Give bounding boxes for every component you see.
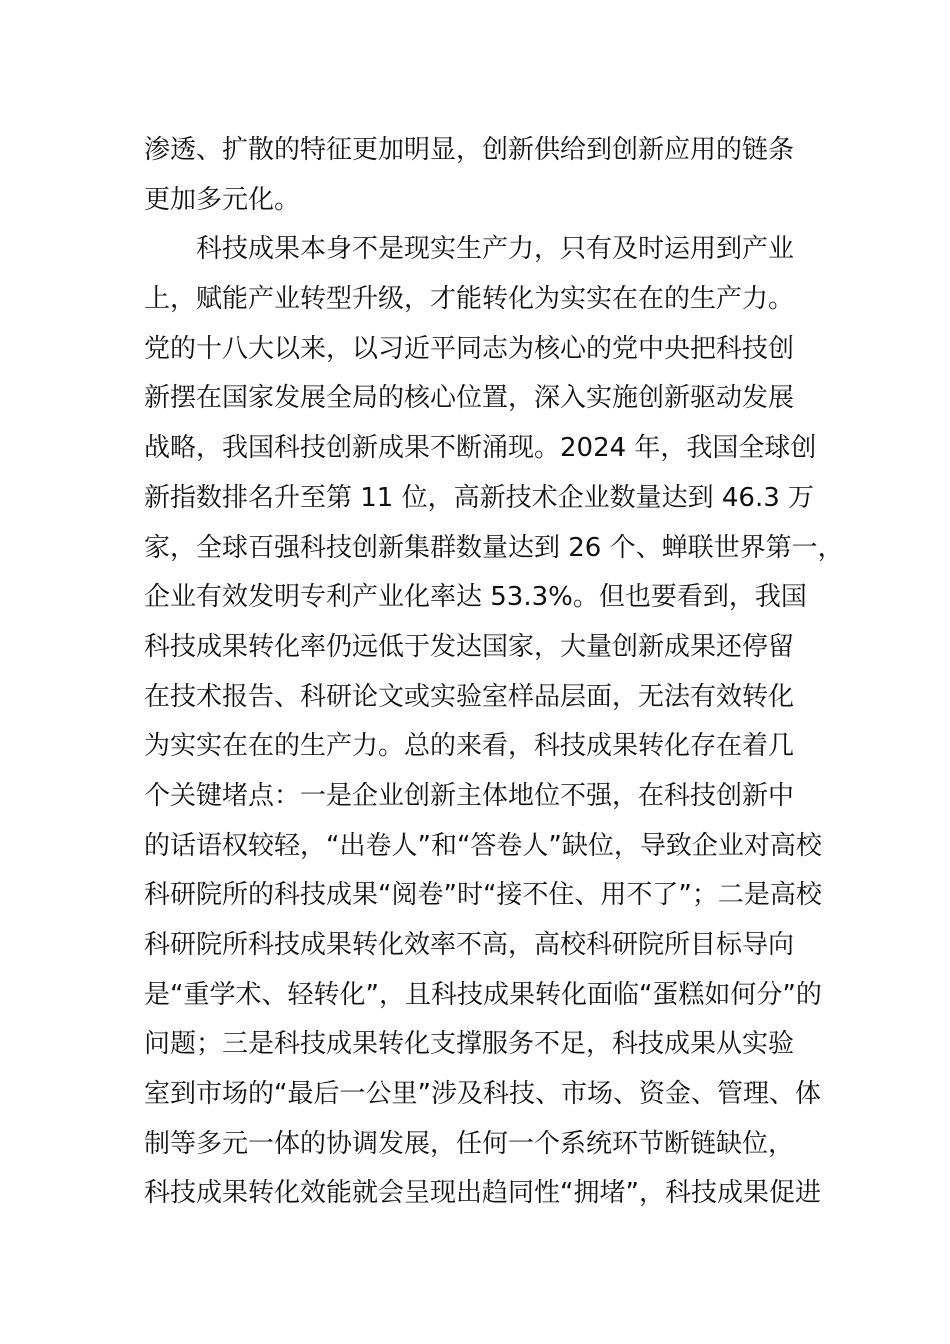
text-line-15: 的话语权较轻，“出卷人”和“答卷人”缺位，导致企业对高校 bbox=[144, 830, 822, 861]
text-line-16: 科研院所的科技成果“阅卷”时“接不住、用不了”；二是高校 bbox=[144, 880, 822, 911]
text-line-4: 上，赋能产业转型升级，才能转化为实实在在的生产力。 bbox=[144, 284, 795, 315]
text-line-14: 个关键堵点：一是企业创新主体地位不强，在科技创新中 bbox=[144, 780, 795, 811]
text-line-21: 制等多元一体的协调发展，任何一个系统环节断链缺位， bbox=[144, 1128, 795, 1159]
text-line-9: 家，全球百强科技创新集群数量达到 26 个、蝉联世界第一， bbox=[144, 532, 844, 563]
text-line-12: 在技术报告、科研论文或实验室样品层面，无法有效转化 bbox=[144, 681, 795, 712]
text-line-20: 室到市场的“最后一公里”涉及科技、市场、资金、管理、体 bbox=[144, 1079, 821, 1110]
text-line-11: 科技成果转化率仍远低于发达国家，大量创新成果还停留 bbox=[144, 631, 795, 662]
text-line-8: 新指数排名升至第 11 位，高新技术企业数量达到 46.3 万 bbox=[144, 482, 815, 513]
text-line-19: 问题；三是科技成果转化支撑服务不足，科技成果从实验 bbox=[144, 1029, 795, 1060]
text-line-3-paragraph-start: 科技成果本身不是现实生产力，只有及时运用到产业 bbox=[196, 234, 795, 265]
text-line-7: 战略，我国科技创新成果不断涌现。2024 年，我国全球创 bbox=[144, 433, 817, 464]
text-line-18: 是“重学术、轻转化”，且科技成果转化面临“蛋糕如何分”的 bbox=[144, 979, 822, 1010]
text-line-17: 科研院所科技成果转化效率不高，高校科研院所目标导向 bbox=[144, 930, 795, 960]
body-text bbox=[144, 126, 844, 1219]
text-line-1: 渗透、扩散的特征更加明显，创新供给到创新应用的链条 bbox=[144, 135, 795, 165]
text-line-2: 更加多元化。 bbox=[144, 184, 301, 215]
text-line-22: 科技成果转化效能就会呈现出趋同性“拥堵”，科技成果促进 bbox=[144, 1178, 821, 1209]
text-line-10: 企业有效发明专利产业化率达 53.3%。但也要看到，我国 bbox=[144, 582, 807, 613]
text-line-5: 党的十八大以来，以习近平同志为核心的党中央把科技创 bbox=[144, 333, 795, 364]
text-line-13: 为实实在在的生产力。总的来看，科技成果转化存在着几 bbox=[144, 731, 795, 762]
text-line-6: 新摆在国家发展全局的核心位置，深入实施创新驱动发展 bbox=[144, 383, 795, 414]
